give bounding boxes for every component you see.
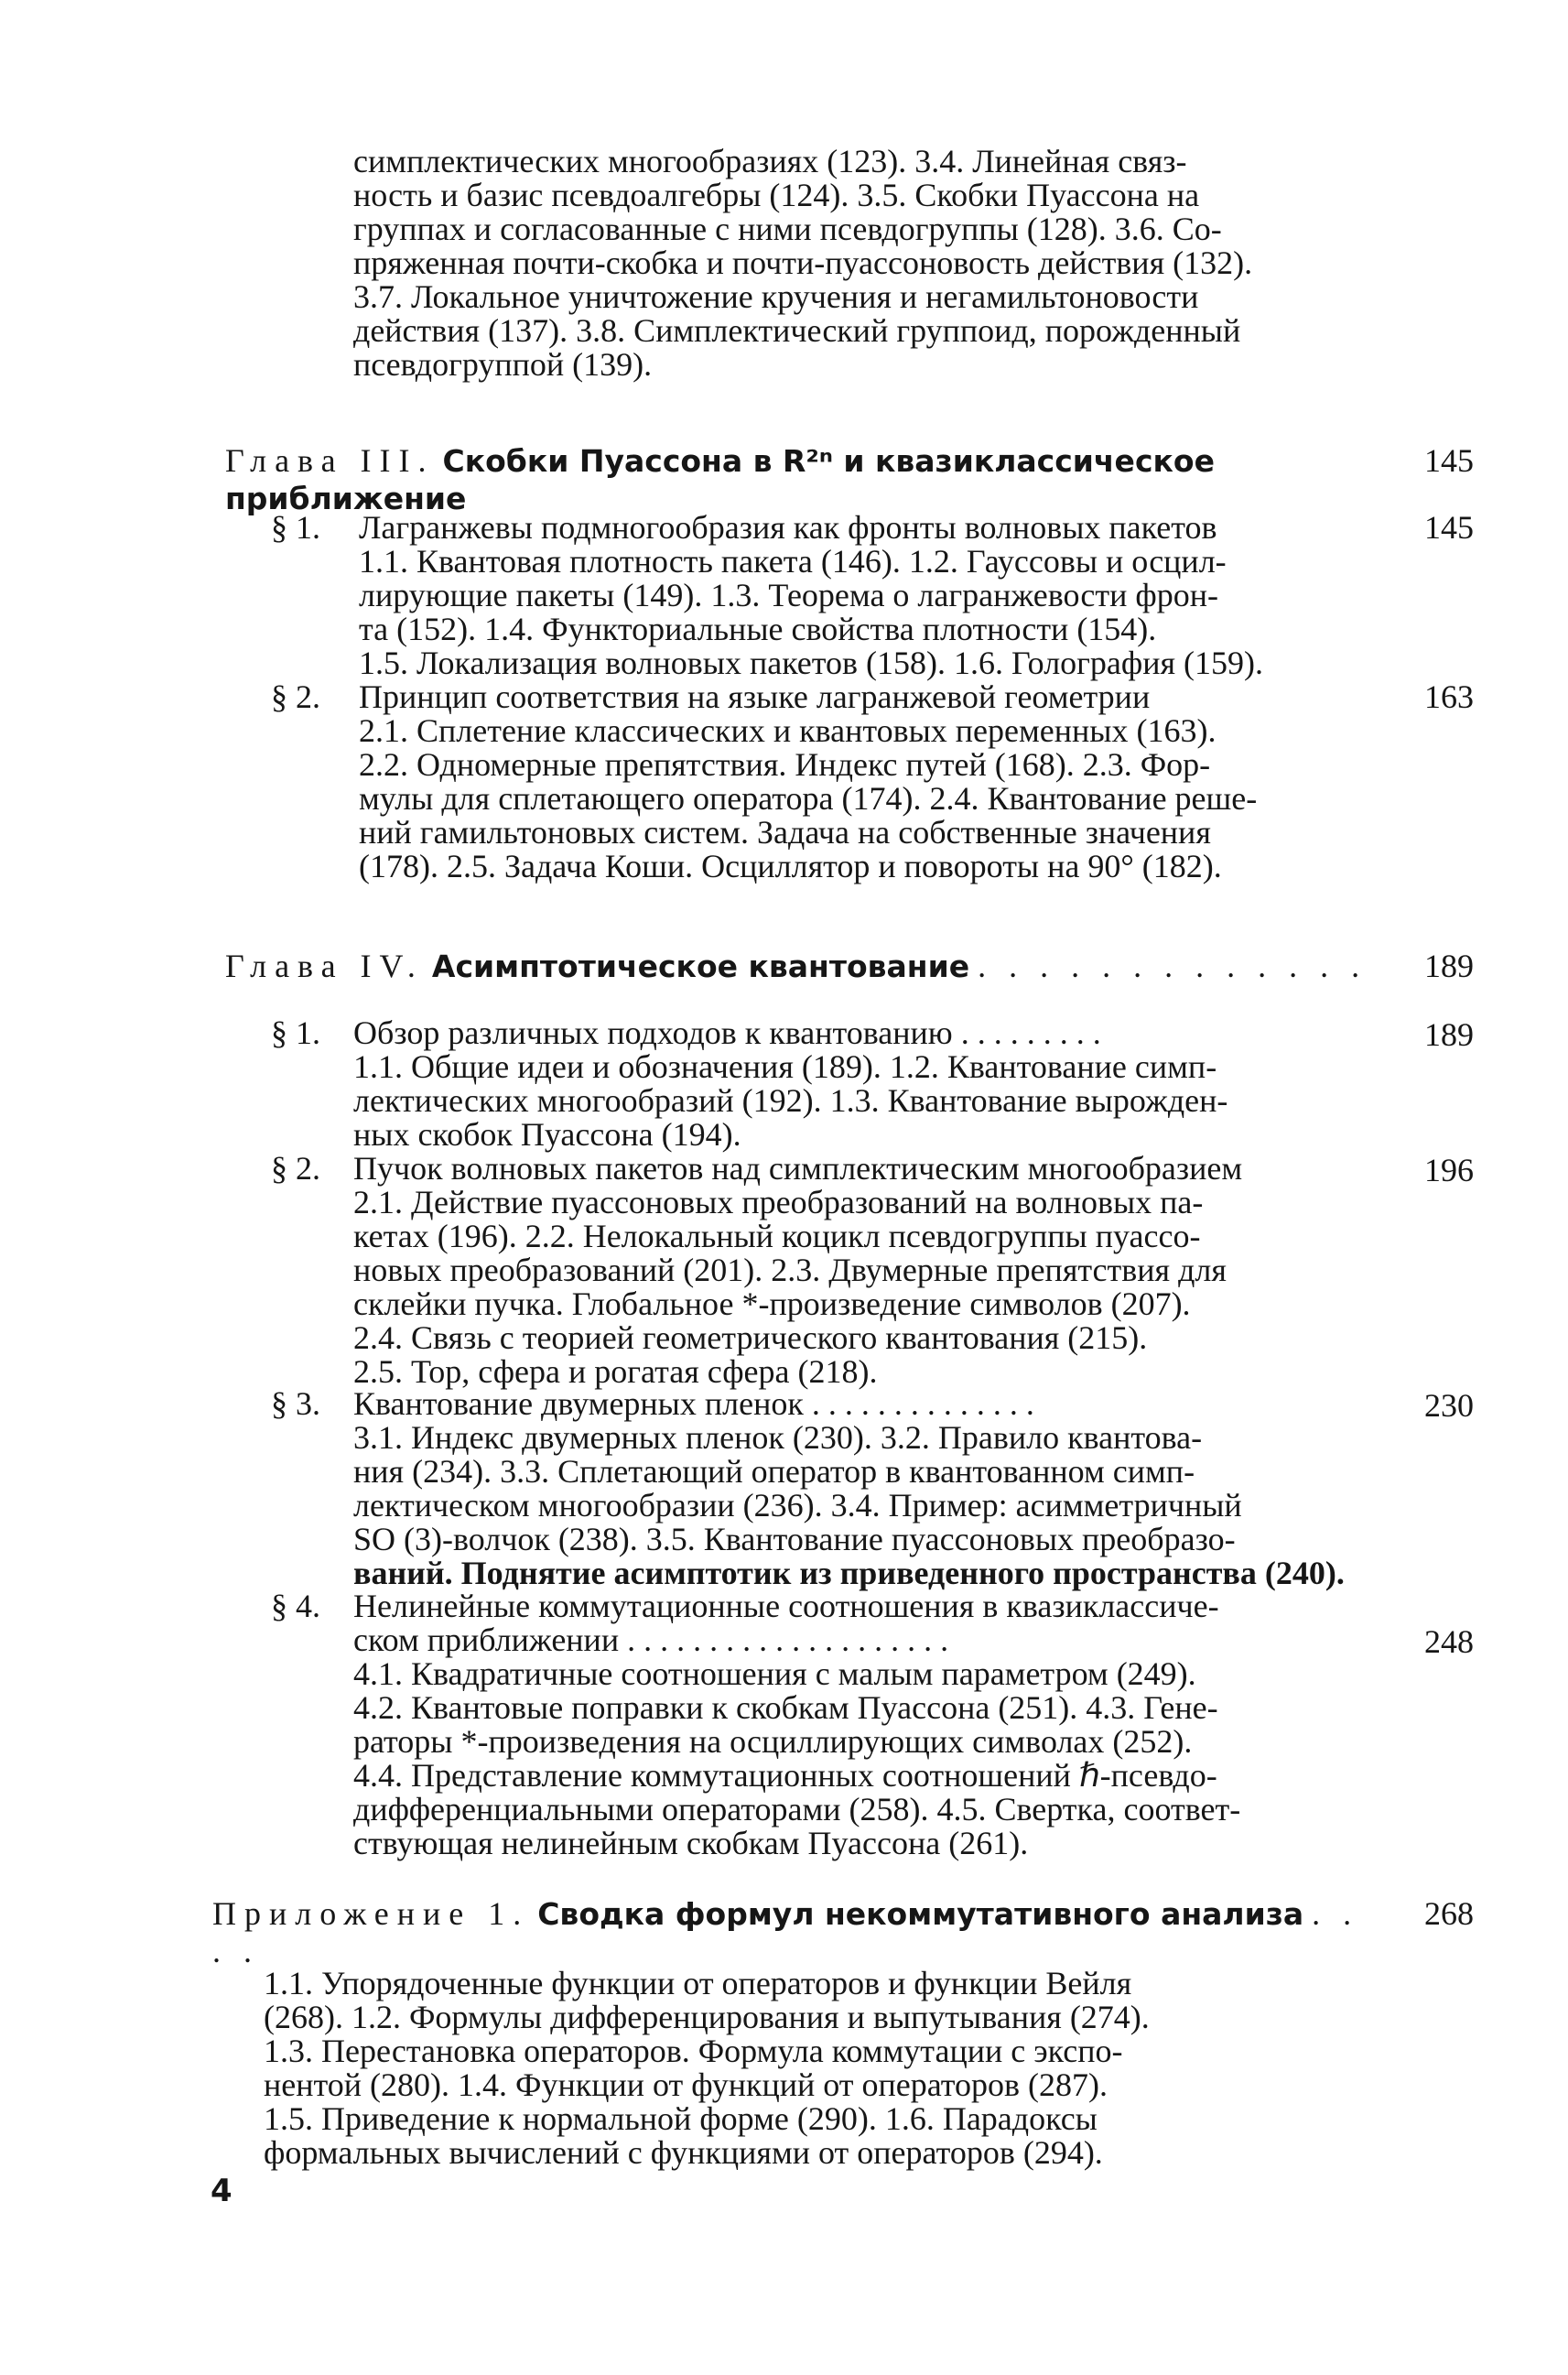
- toc-line: ваний. Поднятие асимптотик из приведенного пространства (240).: [353, 1555, 1345, 1591]
- appendix-1-body: [264, 1967, 1371, 2170]
- toc-line: нентой (280). 1.4. Функции от функций от операторов (287).: [264, 2066, 1108, 2103]
- section-page: 196: [1424, 1152, 1474, 1188]
- toc-line: Обзор различных подходов к квантованию . . . . . . . . .: [353, 1014, 1101, 1051]
- toc-line: 1.1. Общие идеи и обозначения (189). 1.2. Квантование симп-: [353, 1048, 1217, 1085]
- toc-line: 3.7. Локальное уничтожение кручения и негамильтоновости: [353, 278, 1199, 315]
- appendix-label: Приложение 1.: [212, 1895, 530, 1932]
- chapter-3-heading: [225, 442, 1379, 517]
- toc-line: Квантование двумерных пленок . . . . . . . . . . . . . .: [353, 1385, 1034, 1422]
- appendix-title: Сводка формул некоммутативного анализа: [537, 1896, 1304, 1932]
- toc-line: Пучок волновых пакетов над симплектическим многообразием: [353, 1150, 1243, 1187]
- chapter-label: Глава IV.: [225, 948, 424, 984]
- toc-line: лирующие пакеты (149). 1.3. Теорема о лагранжевости фрон-: [359, 577, 1218, 613]
- toc-line: действия (137). 3.8. Симплектический группоид, порожденный: [353, 312, 1241, 349]
- toc-line: ность и базис псевдоалгебры (124). 3.5. Скобки Пуассона на: [353, 177, 1200, 213]
- toc-line: (268). 1.2. Формулы дифференцирования и выпутывания (274).: [264, 1999, 1150, 2035]
- toc-line: раторы *-произведения на осциллирующих символах (252).: [353, 1723, 1193, 1760]
- toc-line: (178). 2.5. Задача Коши. Осциллятор и повороты на 90° (182).: [359, 848, 1222, 884]
- toc-line: ния (234). 3.3. Сплетающий оператор в квантованном симп-: [353, 1453, 1195, 1490]
- toc-line: 1.5. Приведение к нормальной форме (290). 1.6. Парадоксы: [264, 2100, 1098, 2137]
- appendix-1-heading: [212, 1895, 1384, 1969]
- section-page: 230: [1424, 1387, 1474, 1424]
- toc-line: Лагранжевы подмногообразия как фронты волновых пакетов: [359, 509, 1217, 546]
- toc-line: 4.1. Квадратичные соотношения с малым параметром (249).: [353, 1655, 1196, 1692]
- section-number: § 2.: [271, 678, 320, 715]
- section-number: § 4.: [271, 1588, 320, 1624]
- section-3-1: [359, 511, 1370, 680]
- toc-line: 3.1. Индекс двумерных пленок (230). 3.2. Правило квантова-: [353, 1419, 1203, 1456]
- toc-line: 4.2. Квантовые поправки к скобкам Пуассона (251). 4.3. Гене-: [353, 1689, 1218, 1726]
- section-4-3: [353, 1387, 1369, 1590]
- section-number: § 1.: [271, 1014, 320, 1051]
- toc-line: ных скобок Пуассона (194).: [353, 1116, 741, 1153]
- toc-line: 4.4. Представление коммутационных соотношений ℏ-псевдо-: [353, 1757, 1217, 1794]
- leader-dots: . . . . . . . . . . . . .: [978, 948, 1368, 984]
- intro-continuation: [353, 145, 1369, 382]
- toc-line: кетах (196). 2.2. Нелокальный коцикл псевдогруппы пуассо-: [353, 1218, 1201, 1254]
- toc-line: 1.1. Квантовая плотность пакета (146). 1.2. Гауссовы и осцил-: [359, 543, 1227, 580]
- toc-line: лектических многообразий (192). 1.3. Квантование вырожден-: [353, 1082, 1228, 1119]
- toc-line: 2.1. Сплетение классических и квантовых переменных (163).: [359, 712, 1217, 749]
- toc-line: 2.5. Тор, сфера и рогатая сфера (218).: [353, 1353, 878, 1390]
- section-number: § 2.: [271, 1150, 320, 1187]
- section-page: 248: [1424, 1623, 1474, 1660]
- toc-line: 1.1. Упорядоченные функции от операторов и функции Вейля: [264, 1965, 1132, 2001]
- chapter-4-heading: [225, 948, 1379, 985]
- toc-line: группах и согласованные с ними псевдогруппы (128). 3.6. Со-: [353, 211, 1222, 247]
- page-folio: 4: [211, 2173, 232, 2209]
- section-page: 189: [1424, 1016, 1474, 1053]
- chapter-4-page: 189: [1424, 948, 1474, 984]
- toc-line: мулы для сплетающего оператора (174). 2.4. Квантование реше-: [359, 780, 1258, 817]
- section-number: § 1.: [271, 509, 320, 546]
- section-4-1: [353, 1016, 1369, 1152]
- leader-dots: . . . .: [212, 1895, 1359, 1969]
- section-4-4: [353, 1589, 1369, 1860]
- toc-line: пряженная почти-скобка и почти-пуассоновость действия (132).: [353, 244, 1253, 281]
- section-3-2: [359, 680, 1370, 884]
- toc-line: та (152). 1.4. Функториальные свойства плотности (154).: [359, 611, 1157, 647]
- toc-line: Нелинейные коммутационные соотношения в квазиклассиче-: [353, 1588, 1219, 1624]
- section-page: 145: [1424, 509, 1474, 546]
- toc-line: 1.5. Локализация волновых пакетов (158). 1.6. Голография (159).: [359, 645, 1264, 681]
- toc-line: симплектических многообразиях (123). 3.4. Линейная связ-: [353, 143, 1187, 179]
- appendix-1-page: 268: [1424, 1895, 1474, 1932]
- toc-line: 1.3. Перестановка операторов. Формула коммутации с экспо-: [264, 2033, 1123, 2069]
- section-number: § 3.: [271, 1385, 320, 1422]
- toc-line: ний гамильтоновых систем. Задача на собственные значения: [359, 814, 1211, 851]
- toc-line: новых преобразований (201). 2.3. Двумерные препятствия для: [353, 1252, 1227, 1288]
- chapter-label: Глава III.: [225, 442, 435, 479]
- toc-line: ствующая нелинейным скобкам Пуассона (261).: [353, 1825, 1029, 1861]
- section-4-2: [353, 1152, 1369, 1389]
- section-page: 163: [1424, 678, 1474, 715]
- toc-line: ском приближении . . . . . . . . . . . . . . . . . . . .: [353, 1621, 949, 1658]
- toc-line: 2.4. Связь с теорией геометрического квантования (215).: [353, 1319, 1148, 1356]
- toc-line: дифференциальными операторами (258). 4.5. Свертка, соответ-: [353, 1791, 1241, 1827]
- toc-line: SO (3)-волчок (238). 3.5. Квантование пуассоновых преобразо-: [353, 1521, 1236, 1557]
- chapter-title: Скобки Пуассона в R²ⁿ и квазиклассическое приближение: [225, 443, 1215, 516]
- toc-line: склейки пучка. Глобальное *-произведение символов (207).: [353, 1285, 1191, 1322]
- toc-line: псевдогруппой (139).: [353, 346, 653, 383]
- toc-line: 2.1. Действие пуассоновых преобразований на волновых па-: [353, 1184, 1204, 1220]
- toc-line: лектическом многообразии (236). 3.4. Пример: асимметричный: [353, 1487, 1242, 1524]
- toc-line: Принцип соответствия на языке лагранжевой геометрии: [359, 678, 1151, 715]
- chapter-title: Асимптотическое квантование: [431, 949, 970, 984]
- toc-line: формальных вычислений с функциями от операторов (294).: [264, 2134, 1103, 2171]
- chapter-3-page: 145: [1424, 442, 1474, 479]
- toc-line: 2.2. Одномерные препятствия. Индекс путей (168). 2.3. Фор-: [359, 746, 1211, 783]
